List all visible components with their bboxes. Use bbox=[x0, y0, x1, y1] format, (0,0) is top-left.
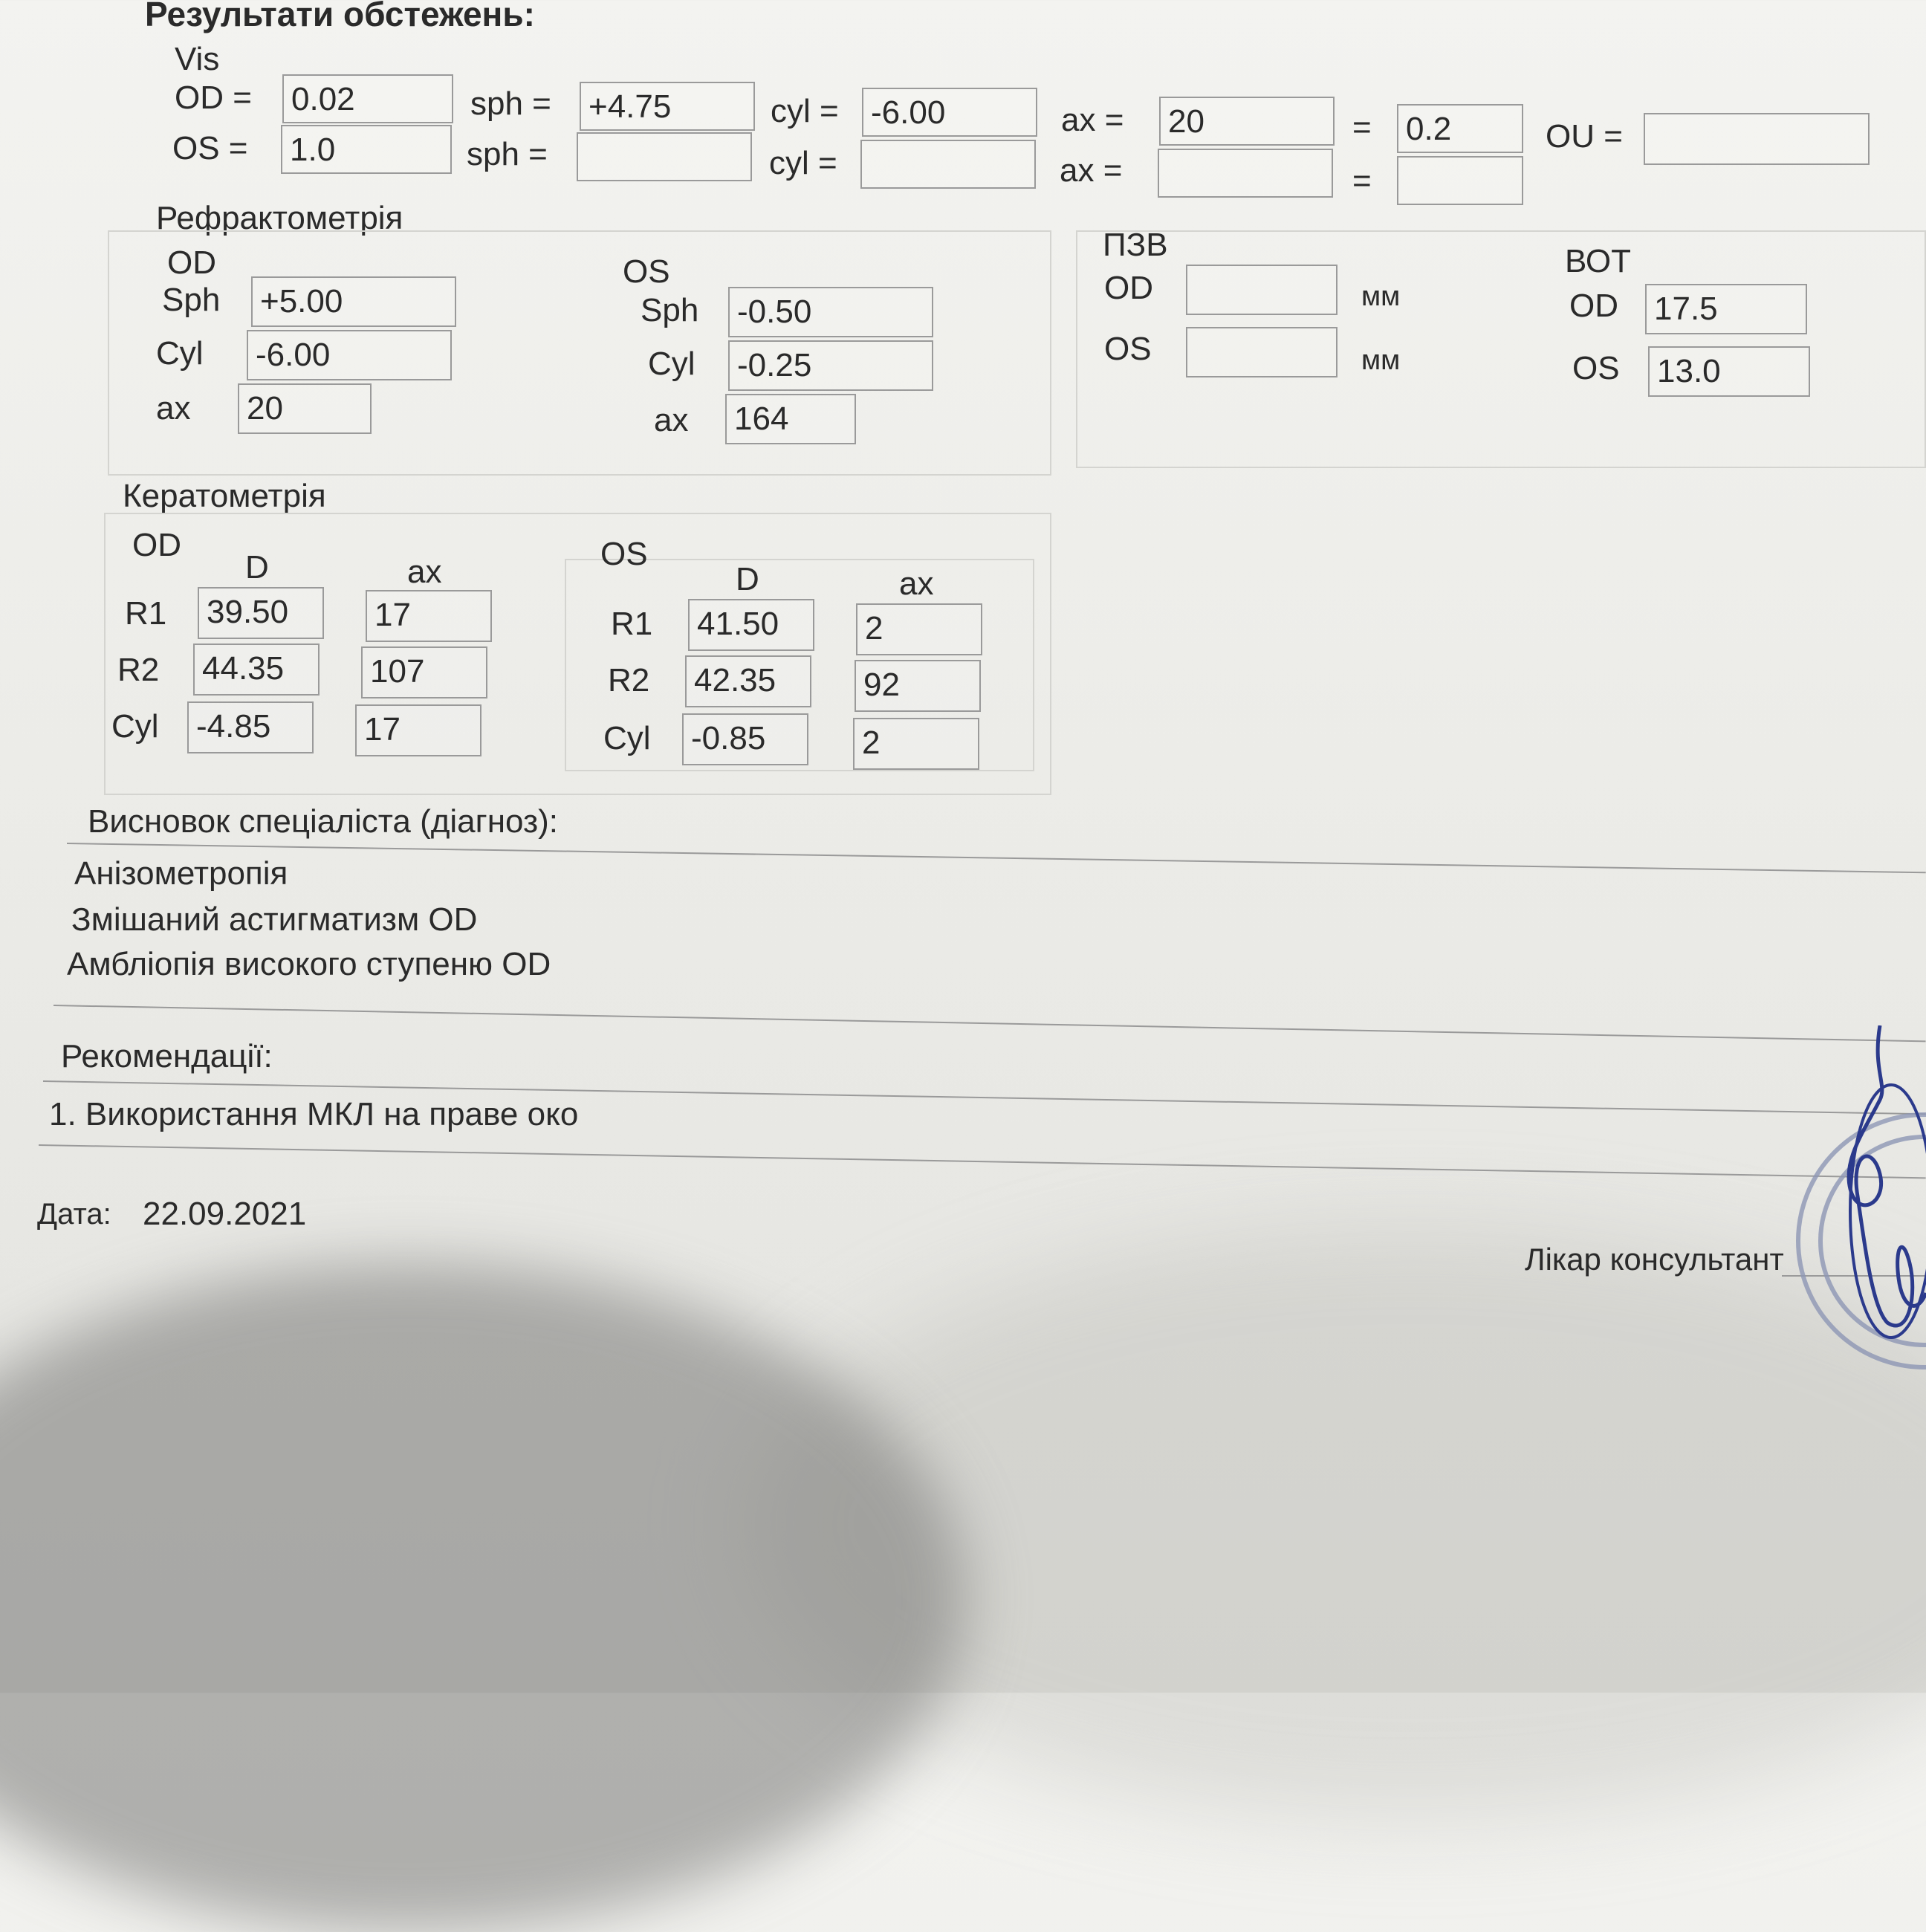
refr-os-cyl-field: -0.25 bbox=[728, 340, 933, 391]
kera-os-ax-header: ax bbox=[899, 565, 934, 602]
vis-od-ax-label: ax = bbox=[1061, 102, 1124, 138]
kera-os-r2-d-field: 42.35 bbox=[685, 655, 811, 707]
kera-od-r2-ax-field: 107 bbox=[361, 646, 487, 698]
kera-od-cyl-d-field: -4.85 bbox=[187, 701, 314, 753]
refr-os-ax-label: ax bbox=[654, 402, 689, 438]
pzv-os-unit: мм bbox=[1361, 345, 1401, 376]
vis-label: Vis bbox=[175, 41, 220, 77]
conclusion-line-1: Анізометропія bbox=[74, 855, 288, 892]
vot-od-label: OD bbox=[1569, 288, 1618, 324]
kera-od-label: OD bbox=[132, 527, 181, 563]
stamp-and-signature bbox=[1768, 1025, 1926, 1427]
kera-od-ax-header: ax bbox=[407, 554, 442, 590]
conclusion-title: Висновок спеціаліста (діагноз): bbox=[88, 803, 559, 840]
refr-od-label: OD bbox=[167, 244, 216, 281]
pzv-os-label: OS bbox=[1104, 331, 1152, 367]
kera-os-r2-ax-field: 92 bbox=[855, 660, 981, 712]
vot-os-label: OS bbox=[1572, 350, 1620, 386]
page-title: Результати обстежень: bbox=[145, 0, 535, 33]
pzv-os-field bbox=[1186, 327, 1338, 377]
kera-os-label: OS bbox=[600, 536, 648, 572]
hand-shadow bbox=[0, 1263, 966, 1932]
refr-os-sph-field: -0.50 bbox=[728, 287, 933, 337]
vis-os-eq-label: = bbox=[1352, 163, 1372, 199]
vis-od-ax-field: 20 bbox=[1159, 97, 1335, 146]
pzv-od-field bbox=[1186, 265, 1338, 315]
vis-ou-field bbox=[1644, 113, 1870, 165]
vis-os-sph-field bbox=[577, 132, 752, 181]
conclusion-bottom-rule bbox=[54, 1005, 1926, 1042]
vis-od-eq-field: 0.2 bbox=[1397, 104, 1523, 153]
pzv-od-label: OD bbox=[1104, 270, 1153, 306]
vis-od-cyl-label: cyl = bbox=[771, 93, 839, 129]
signature-stroke bbox=[1849, 1025, 1926, 1326]
vot-title: ВОТ bbox=[1565, 243, 1631, 279]
refractometry-title: Рефрактометрія bbox=[156, 200, 403, 236]
vis-os-field: 1.0 bbox=[281, 125, 452, 174]
refr-os-label: OS bbox=[623, 253, 670, 290]
vis-os-ax-field bbox=[1158, 149, 1333, 198]
refr-od-cyl-label: Cyl bbox=[156, 335, 204, 372]
kera-os-r1-d-field: 41.50 bbox=[688, 599, 814, 651]
vis-od-sph-field: +4.75 bbox=[580, 82, 755, 131]
recommendations-title: Рекомендації: bbox=[61, 1038, 273, 1074]
date-label: Дата: bbox=[37, 1198, 111, 1231]
vis-os-sph-label: sph = bbox=[467, 136, 548, 172]
refr-od-cyl-field: -6.00 bbox=[247, 330, 452, 380]
refr-od-ax-field: 20 bbox=[238, 383, 372, 434]
kera-os-cyl-ax-field: 2 bbox=[853, 718, 979, 770]
vis-ou-label: OU = bbox=[1546, 118, 1623, 155]
vis-od-eq-label: = bbox=[1352, 109, 1372, 146]
pzv-title: ПЗВ bbox=[1103, 227, 1168, 263]
kera-od-r1-label: R1 bbox=[125, 595, 167, 632]
kera-os-r1-ax-field: 2 bbox=[856, 603, 982, 655]
kera-od-d-header: D bbox=[245, 549, 269, 586]
refr-os-ax-field: 164 bbox=[725, 394, 856, 444]
kera-od-r1-d-field: 39.50 bbox=[198, 587, 324, 639]
vis-os-cyl-label: cyl = bbox=[769, 145, 837, 181]
kera-od-r1-ax-field: 17 bbox=[366, 590, 492, 642]
refr-os-sph-label: Sph bbox=[641, 292, 699, 328]
refr-os-cyl-label: Cyl bbox=[648, 346, 696, 382]
vis-od-sph-label: sph = bbox=[470, 85, 551, 122]
conclusion-line-2: Змішаний астигматизм OD bbox=[71, 901, 478, 938]
vis-os-cyl-field bbox=[860, 140, 1036, 189]
kera-os-r2-label: R2 bbox=[608, 662, 650, 698]
vis-os-label: OS = bbox=[172, 130, 248, 166]
vis-os-eq-field bbox=[1397, 156, 1523, 205]
kera-od-r2-d-field: 44.35 bbox=[193, 644, 320, 696]
conclusion-line-3: Амбліопія високого ступеню OD bbox=[67, 946, 551, 982]
kera-os-cyl-label: Cyl bbox=[603, 720, 651, 756]
kera-od-r2-label: R2 bbox=[117, 652, 160, 688]
kera-os-d-header: D bbox=[736, 561, 759, 597]
vis-od-label: OD = bbox=[175, 80, 252, 116]
vis-od-cyl-field: -6.00 bbox=[862, 88, 1037, 137]
recommendations-bottom-rule bbox=[39, 1144, 1926, 1179]
kera-os-r1-label: R1 bbox=[611, 606, 653, 642]
pzv-od-unit: мм bbox=[1361, 281, 1401, 312]
refr-od-sph-field: +5.00 bbox=[251, 276, 456, 327]
refr-od-ax-label: ax bbox=[156, 390, 191, 427]
keratometry-title: Кератометрія bbox=[123, 478, 326, 514]
date-value: 22.09.2021 bbox=[143, 1196, 307, 1232]
kera-od-cyl-ax-field: 17 bbox=[355, 704, 482, 756]
vot-os-field: 13.0 bbox=[1648, 346, 1810, 397]
vis-od-field: 0.02 bbox=[282, 74, 453, 123]
vis-os-ax-label: ax = bbox=[1060, 152, 1123, 189]
kera-os-cyl-d-field: -0.85 bbox=[682, 713, 808, 765]
recommendations-line-1: 1. Використання МКЛ на праве око bbox=[49, 1096, 579, 1132]
vot-od-field: 17.5 bbox=[1645, 284, 1807, 334]
conclusion-top-rule bbox=[67, 843, 1926, 873]
refr-od-sph-label: Sph bbox=[162, 282, 221, 318]
kera-od-cyl-label: Cyl bbox=[111, 708, 159, 745]
doctor-label: Лікар консультант bbox=[1525, 1242, 1784, 1277]
